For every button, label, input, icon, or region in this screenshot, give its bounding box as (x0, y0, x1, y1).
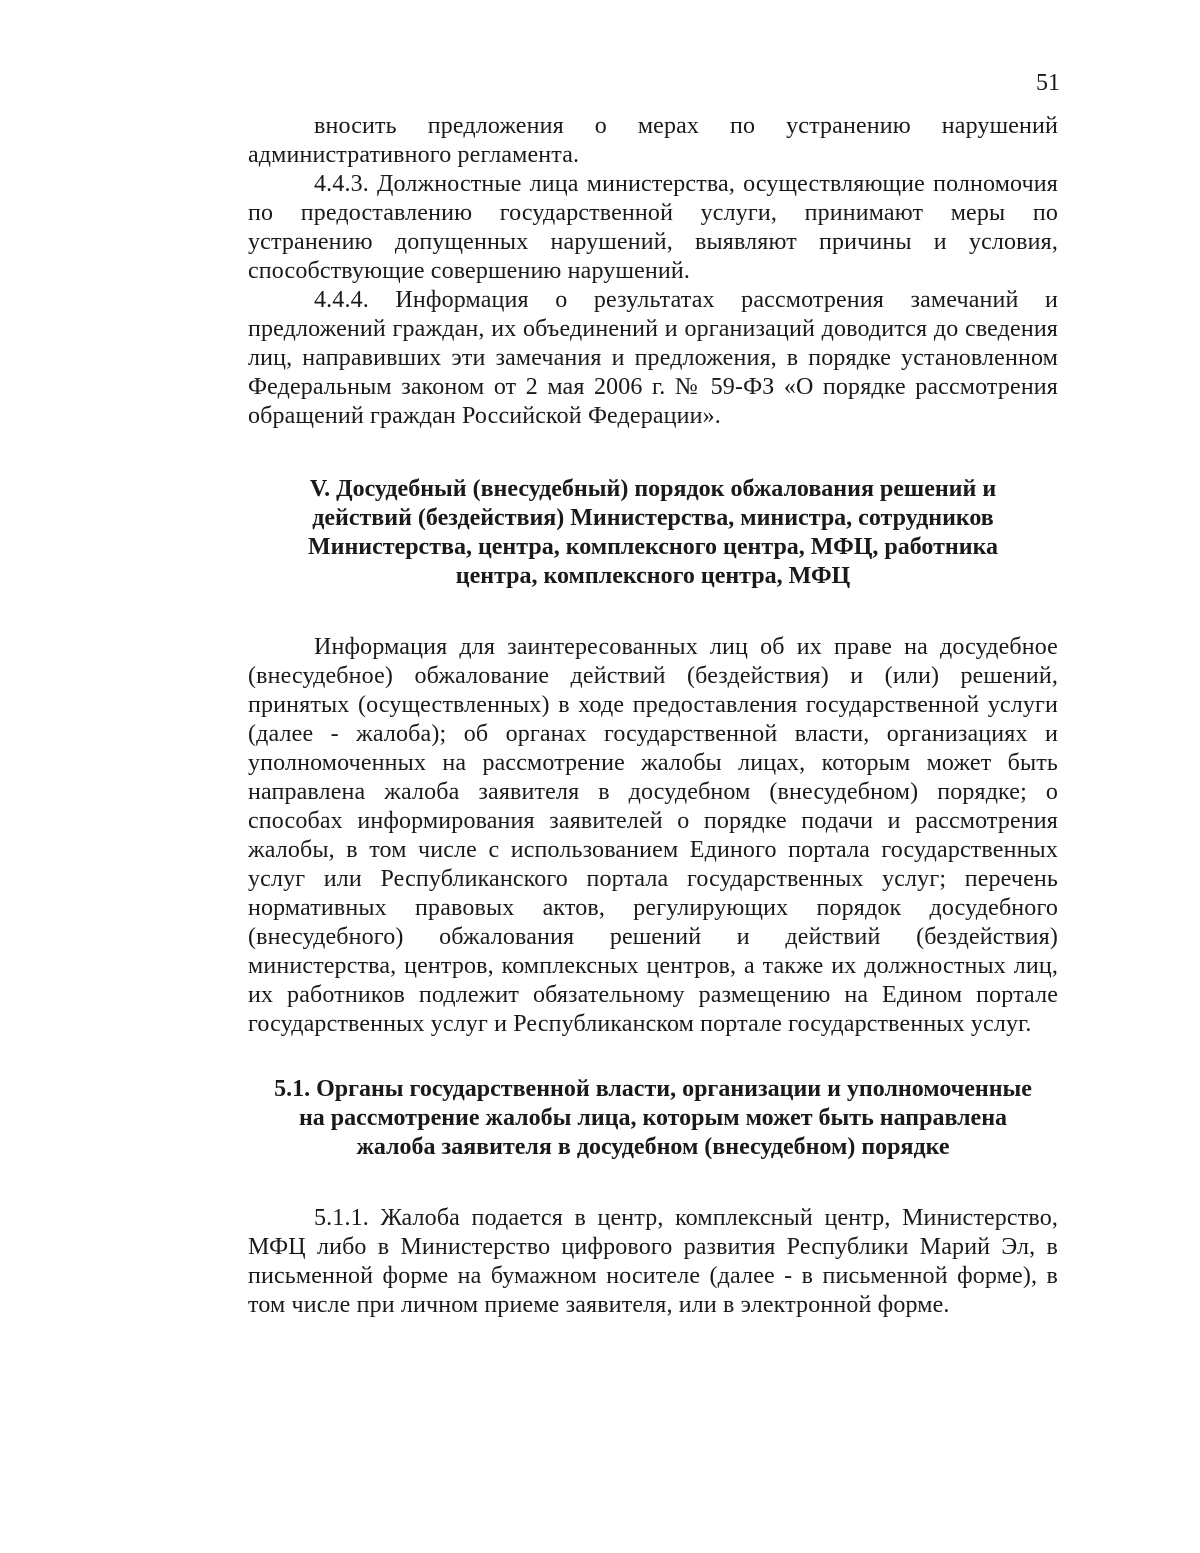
spacer (248, 1162, 1058, 1204)
paragraph-4-4-3: 4.4.3. Должностные лица министерства, осуществляющие полномочия по предоставлению государственной услуги, принимают меры по устранению допущенных нарушений, выявляют причины и условия, способствующие совершению нарушений. (248, 171, 1058, 284)
spacer (248, 1039, 1058, 1075)
paragraph-5-1-1: 5.1.1. Жалоба подается в центр, комплексный центр, Министерство, МФЦ либо в Министерство цифрового развития Республики Марий Эл, в письменной форме на бумажном носителе (далее - в письменной форме), в том числе при личном приеме заявителя, или в электронной форме. (248, 1205, 1058, 1318)
spacer (248, 591, 1058, 633)
page-number: 51 (1036, 70, 1060, 96)
paragraph-4-4-4: 4.4.4. Информация о результатах рассмотрения замечаний и предложений граждан, их объединений и организаций доводится до сведения лиц, направивших эти замечания и предложения, в порядке установленном Федеральным законом от 2 мая 2006 г. № 59-ФЗ «О порядке рассмотрения обращений граждан Российской Федерации». (248, 287, 1058, 429)
page-content (248, 112, 1058, 1320)
section-v-heading: V. Досудебный (внесудебный) порядок обжалования решений и действий (бездействия) Министерства, министра, сотрудников Министерства, центра, комплексного центра, МФЦ, работника центра, комплексного центра, МФЦ (307, 476, 999, 589)
section-v-paragraph: Информация для заинтересованных лиц об их праве на досудебное (внесудебное) обжалование действий (бездействия) и (или) решений, принятых (осуществленных) в ходе предоставления государственной услуги (далее - жалоба); об органах государственной власти, организациях и уполномоченных на рассмотрение жалобы лицах, которым может быть направлена жалоба заявителя в досудебном (внесудебном) порядке; о способах информирования заявителей о порядке подачи и рассмотрения жалобы, в том числе с использованием Единого портала государственных услуг или Республиканского портала государственных услуг; перечень нормативных правовых актов, регулирующих порядок досудебного (внесудебного) обжалования решений и действий (бездействия) министерства, центров, комплексных центров, а также их должностных лиц, их работников подлежит обязательному размещению на Едином портале государственных услуг и Республиканском портале государственных услуг. (248, 634, 1058, 1037)
spacer (248, 431, 1058, 475)
section-5-1-heading: 5.1. Органы государственной власти, организации и уполномоченные на рассмотрение жалобы лица, которым может быть направлена жалоба заявителя в досудебном (внесудебном) порядке (274, 1076, 1032, 1160)
paragraph-continuation: вносить предложения о мерах по устранению нарушений административного регламента. (248, 113, 1058, 168)
